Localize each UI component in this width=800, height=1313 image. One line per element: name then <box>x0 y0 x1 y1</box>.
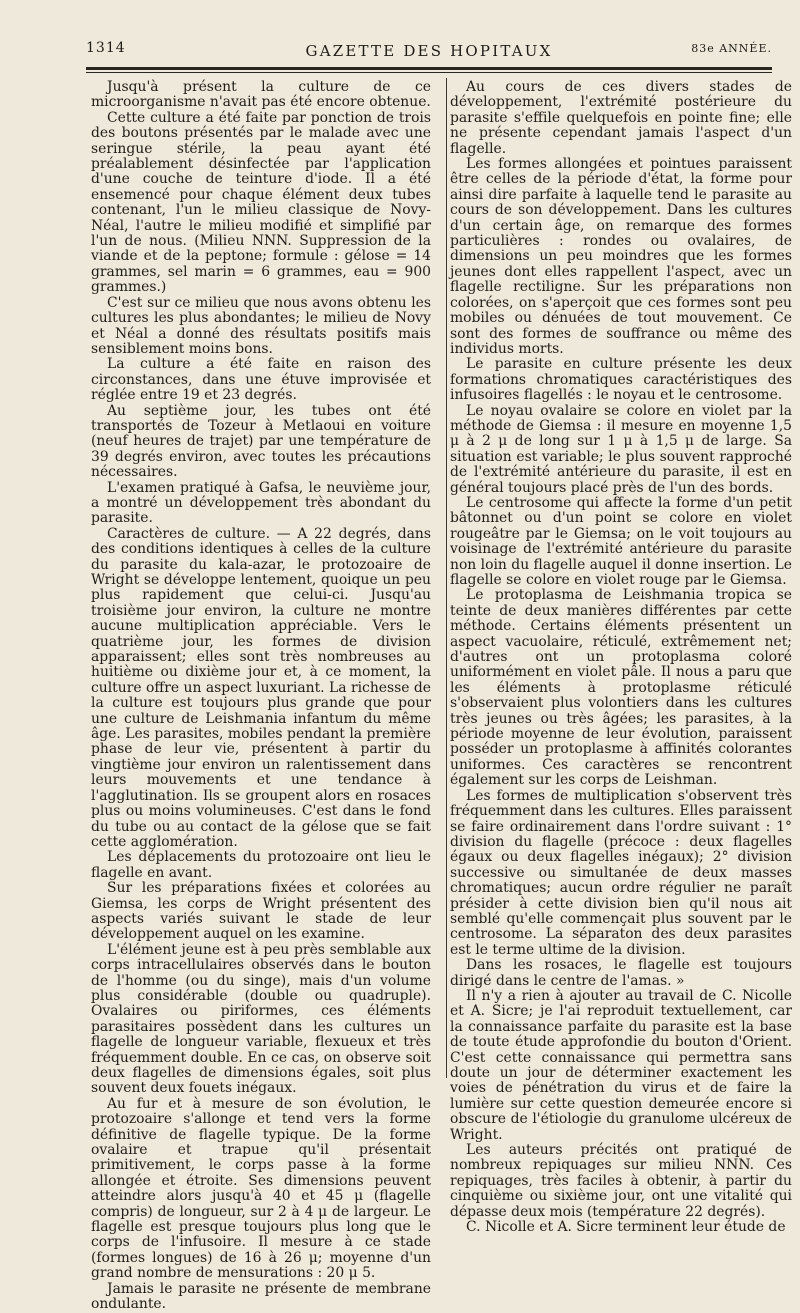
paragraph: Le parasite en culture présente les deux formations chromatiques caractéristiques des infusoires flagellés : le noyau et le centrosome. <box>450 356 792 404</box>
paragraph: La culture a été faite en raison des circonstances, dans une étuve improvisée et réglée entre 19 et 23 degrés. <box>91 356 431 404</box>
header-rule-thin <box>86 72 772 73</box>
paragraph: C'est sur ce milieu que nous avons obtenu les cultures les plus abondantes; le milieu de Novy et Néal a donné des résultats positifs mais sensiblement moins bons. <box>91 294 431 357</box>
left-column <box>91 80 431 1313</box>
page-number: 1314 <box>86 40 126 56</box>
paragraph: Le noyau ovalaire se colore en violet par la méthode de Giemsa : il mesure en moyenne 1,5 μ à 2 μ de long sur 1 μ à 1,5 μ de large. Sa situation est variable; le plus souvent rapproché de l'extrémité antérieure du parasite, il est en général toujours placé près de l'un des bords. <box>450 402 792 496</box>
paragraph: Cette culture a été faite par ponction de trois des boutons présentés par le malade avec une seringue stérile, la peau ayant été préalablement désinfectée par l'application d'une couche de teinture d'iode. Il a été ensemencé pour chaque élément deux tubes contenant, l'un le milieu classique de Novy-Néal, l'autre le milieu modifié et simplifié par l'un de nous. (Milieu NNN. Suppression de la viande et de la peptone; formule : gélose = 14 grammes, sel marin = 6 grammes, eau = 900 grammes.) <box>91 109 431 296</box>
column-divider <box>446 78 447 1078</box>
paragraph: Les déplacements du protozoaire ont lieu le flagelle en avant. <box>91 849 431 881</box>
paragraph: Le protoplasma de Leishmania tropica se teinte de deux manières différentes par cette méthode. Certains éléments présentent un aspect vacuolaire, réticulé, extrêmement net; d'autres ont un protoplasma coloré uniformément en violet pâle. Il nous a paru que les éléments à protoplasme réticulé s'observaient plus volontiers dans les cultures très jeunes ou très âgées; les parasites, à la période moyenne de leur évolution, paraissent posséder un protoplasme à affinités colorantes uniformes. Ces caractères se rencontrent également sur les corps de Leishman. <box>450 587 792 789</box>
paragraph: Sur les préparations fixées et colorées au Giemsa, les corps de Wright présentent des aspects variés suivant le stade de leur développement auquel on les examine. <box>91 880 431 943</box>
header-rule-thick <box>86 67 772 70</box>
paragraph: Au fur et à mesure de son évolution, le protozoaire s'allonge et tend vers la forme définitive de flagelle typique. De la forme ovalaire et trapue qu'il présentait primitivement, le corps passe à la forme allongée et étroite. Ses dimensions peuvent atteindre alors jusqu'à 40 et 45 μ (flagelle compris) de longueur, sur 2 à 4 μ de largeur. Le flagelle est presque toujours plus long que le corps de l'infusoire. Il mesure à ce stade (formes longues) de 16 à 26 μ; moyenne d'un grand nombre de mensurations : 20 μ 5. <box>91 1095 431 1282</box>
paragraph: Il n'y a rien à ajouter au travail de C. Nicolle et A. Sicre; je l'ai reproduit textuellement, car la connaissance parfaite du parasite est la base de toute étude approfondie du bouton d'Orient. C'est cette connaissance qui permettra sans doute un jour de déterminer exactement les voies de pénétration du virus et de faire la lumière sur cette question demeurée encore si obscure de l'étiologie du granulome ulcéreux de Wright. <box>450 987 792 1143</box>
paragraph: Au septième jour, les tubes ont été transportés de Tozeur à Metlaoui en voiture (neuf heures de trajet) par une température de 39 degrés environ, avec toutes les précautions nécessaires. <box>91 402 431 481</box>
paragraph: Les formes allongées et pointues paraissent être celles de la période d'état, la forme pour ainsi dire parfaite à laquelle tend le parasite au cours de son développement. Dans les cultures d'un certain âge, on remarque des formes particulières : rondes ou ovalaires, de dimensions un peu moindres que les formes jeunes dont elles rappellent l'aspect, avec un flagelle rectiligne. Sur les préparations non colorées, on s'aperçoit que ces formes sont peu mobiles ou dénuées de tout mouvement. Ce sont des formes de souffrance ou même des individus morts. <box>450 156 792 357</box>
paragraph: Dans les rosaces, le flagelle est toujours dirigé dans le centre de l'amas. » <box>450 957 792 989</box>
paragraph: C. Nicolle et A. Sicre terminent leur étude de <box>466 1219 786 1236</box>
paragraph: L'élément jeune est à peu près semblable aux corps intracellulaires observés dans le bouton de l'homme (ou du singe), mais d'un volume plus considérable (double ou quadruple). Ovalaires ou piriformes, ces éléments parasitaires possèdent dans les cultures un flagelle de longueur variable, flexueux et très fréquemment double. En ce cas, on observe soit deux flagelles de dimensions égales, soit plus souvent deux fouets inégaux. <box>91 941 431 1097</box>
paragraph: Caractères de culture. — A 22 degrés, dans des conditions identiques à celles de la culture du parasite du kala-azar, le protozoaire de Wright se développe lentement, quoique un peu plus rapidement que celui-ci. Jusqu'au troisième jour environ, la culture ne montre aucune multiplication appréciable. Vers le quatrième jour, les formes de division apparaissent; elles sont très nombreuses au huitième ou dixième jour et, à ce moment, la culture offre un aspect luxuriant. La richesse de la culture est toujours plus grande que pour une culture de Leishmania infantum du même âge. Les parasites, mobiles pendant la première phase de leur vie, présentent à partir du vingtième jour environ un ralentissement dans leurs mouvements et une tendance à l'agglutination. Ils se groupent alors en rosaces plus ou moins volumineuses. C'est dans le fond du tube ou au contact de la gélose que se fait cette agglomération. <box>91 525 431 850</box>
paragraph: L'examen pratiqué à Gafsa, le neuvième jour, a montré un développement très abondant du parasite. <box>91 479 431 527</box>
year-label: 83e ANNÉE. <box>691 42 772 55</box>
page-header <box>86 40 772 64</box>
paragraph: Les auteurs précités ont pratiqué de nombreux repiquages sur milieu NNN. Ces repiquages, très faciles à obtenir, à partir du cinquième ou sixième jour, ont une vitalité qui dépasse deux mois (température 22 degrés). <box>450 1142 792 1220</box>
paragraph: Les formes de multiplication s'observent très fréquemment dans les cultures. Elles paraissent se faire ordinairement dans l'ordre suivant : 1° division du flagelle (précoce : deux flagelles égaux ou deux flagelles inégaux); 2° division successive ou simultanée de deux masses chromatiques; aucun ordre régulier ne paraît présider à cette division bien qu'il nous ait semblé qu'elle commençait plus souvent par le centrosome. La séparaton des deux parasites est le terme ultime de la division. <box>450 787 792 958</box>
journal-title: GAZETTE DES HOPITAUX <box>305 42 553 60</box>
right-column <box>450 80 792 1235</box>
paragraph: Le centrosome qui affecte la forme d'un petit bâtonnet ou d'un point se colore en violet rougeâtre par le Giemsa; on le voit toujours au voisinage de l'extrémité antérieure du parasite non loin du flagelle auquel il donne insertion. Le flagelle se colore en violet rouge par le Giemsa. <box>450 494 792 588</box>
paragraph: Au cours de ces divers stades de développement, l'extrémité postérieure du parasite s'effile quelquefois en pointe fine; elle ne présente cependant jamais l'aspect d'un flagelle. <box>450 79 792 157</box>
paragraph: Jamais le parasite ne présente de membrane ondulante. <box>91 1280 431 1313</box>
paragraph: Jusqu'à présent la culture de ce microorganisme n'avait pas été encore obtenue. <box>91 79 431 111</box>
